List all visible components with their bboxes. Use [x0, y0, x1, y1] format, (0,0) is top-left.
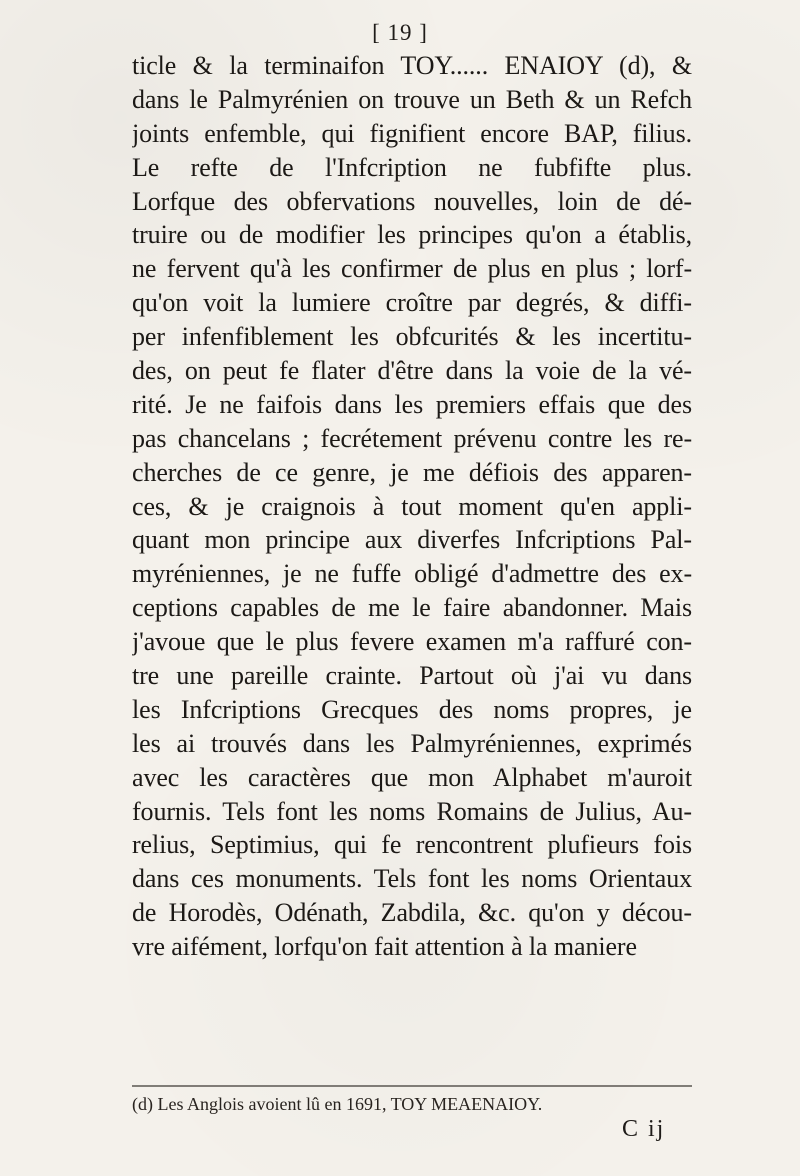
text-line-6: truire ou de modifier les principes qu'on a établis, — [132, 220, 692, 250]
text-line-25: dans ces monuments. Tels font les noms Orientaux — [132, 864, 692, 894]
text-line-21: les ai trouvés dans les Palmyréniennes, exprimés — [132, 728, 692, 758]
text-line-15: quant mon principe aux diverfes Infcriptions Pal- — [132, 525, 692, 555]
text-line-11: rité. Je ne faifois dans les premiers effais que des — [132, 389, 692, 419]
text-line-2: dans le Palmyrénien on trouve un Beth & un Refch — [132, 84, 692, 114]
text-line-12: pas chancelans ; fecrétement prévenu contre les re- — [132, 423, 692, 453]
text-line-24: relius, Septimius, qui fe rencontrent plufieurs fois — [132, 830, 692, 860]
footnote: (d) Les Anglois avoient lû en 1691, TOY MEAENAIOY. — [132, 1094, 543, 1114]
signature-mark: C ij — [622, 1116, 666, 1142]
footnote-divider — [132, 1085, 692, 1087]
text-line-10: des, on peut fe flater d'être dans la voie de la vé- — [132, 356, 692, 386]
text-line-14: ces, & je craignois à tout moment qu'en appli- — [132, 491, 692, 521]
text-line-23: fournis. Tels font les noms Romains de Julius, Au- — [132, 796, 692, 826]
text-line-17: ceptions capables de me le faire abandonner. Mais — [132, 593, 692, 623]
text-line-8: qu'on voit la lumiere croître par degrés, & diffi- — [132, 288, 692, 318]
text-line-27: vre aifément, lorfqu'on fait attention à la maniere — [132, 932, 637, 962]
text-line-9: per infenfiblement les obfcurités & les incertitu- — [132, 322, 692, 352]
text-line-22: avec les caractères que mon Alphabet m'auroit — [132, 762, 692, 792]
text-line-19: tre une pareille crainte. Partout où j'ai vu dans — [132, 661, 692, 691]
text-line-3: joints enfemble, qui fignifient encore BAP, filius. — [132, 118, 692, 148]
text-line-16: myréniennes, je ne fuffe obligé d'admettre des ex- — [132, 559, 692, 589]
text-line-5: Lorfque des obfervations nouvelles, loin de dé- — [132, 186, 692, 216]
text-line-1: ticle & la terminaifon TOY...... ENAIOY (d), & — [132, 51, 692, 80]
text-line-7: ne fervent qu'à les confirmer de plus en plus ; lorf- — [132, 254, 692, 284]
text-line-20: les Infcriptions Grecques des noms propres, je — [132, 694, 692, 724]
text-line-4: Le refte de l'Infcription ne fubfifte plus. — [132, 152, 692, 182]
page-number: [ 19 ] — [372, 20, 428, 45]
body-text — [132, 49, 692, 964]
text-line-18: j'avoue que le plus fevere examen m'a raffuré con- — [132, 627, 692, 657]
text-line-13: cherches de ce genre, je me défiois des apparen- — [132, 457, 692, 487]
text-line-26: de Horodès, Odénath, Zabdila, &c. qu'on y décou- — [132, 898, 692, 928]
